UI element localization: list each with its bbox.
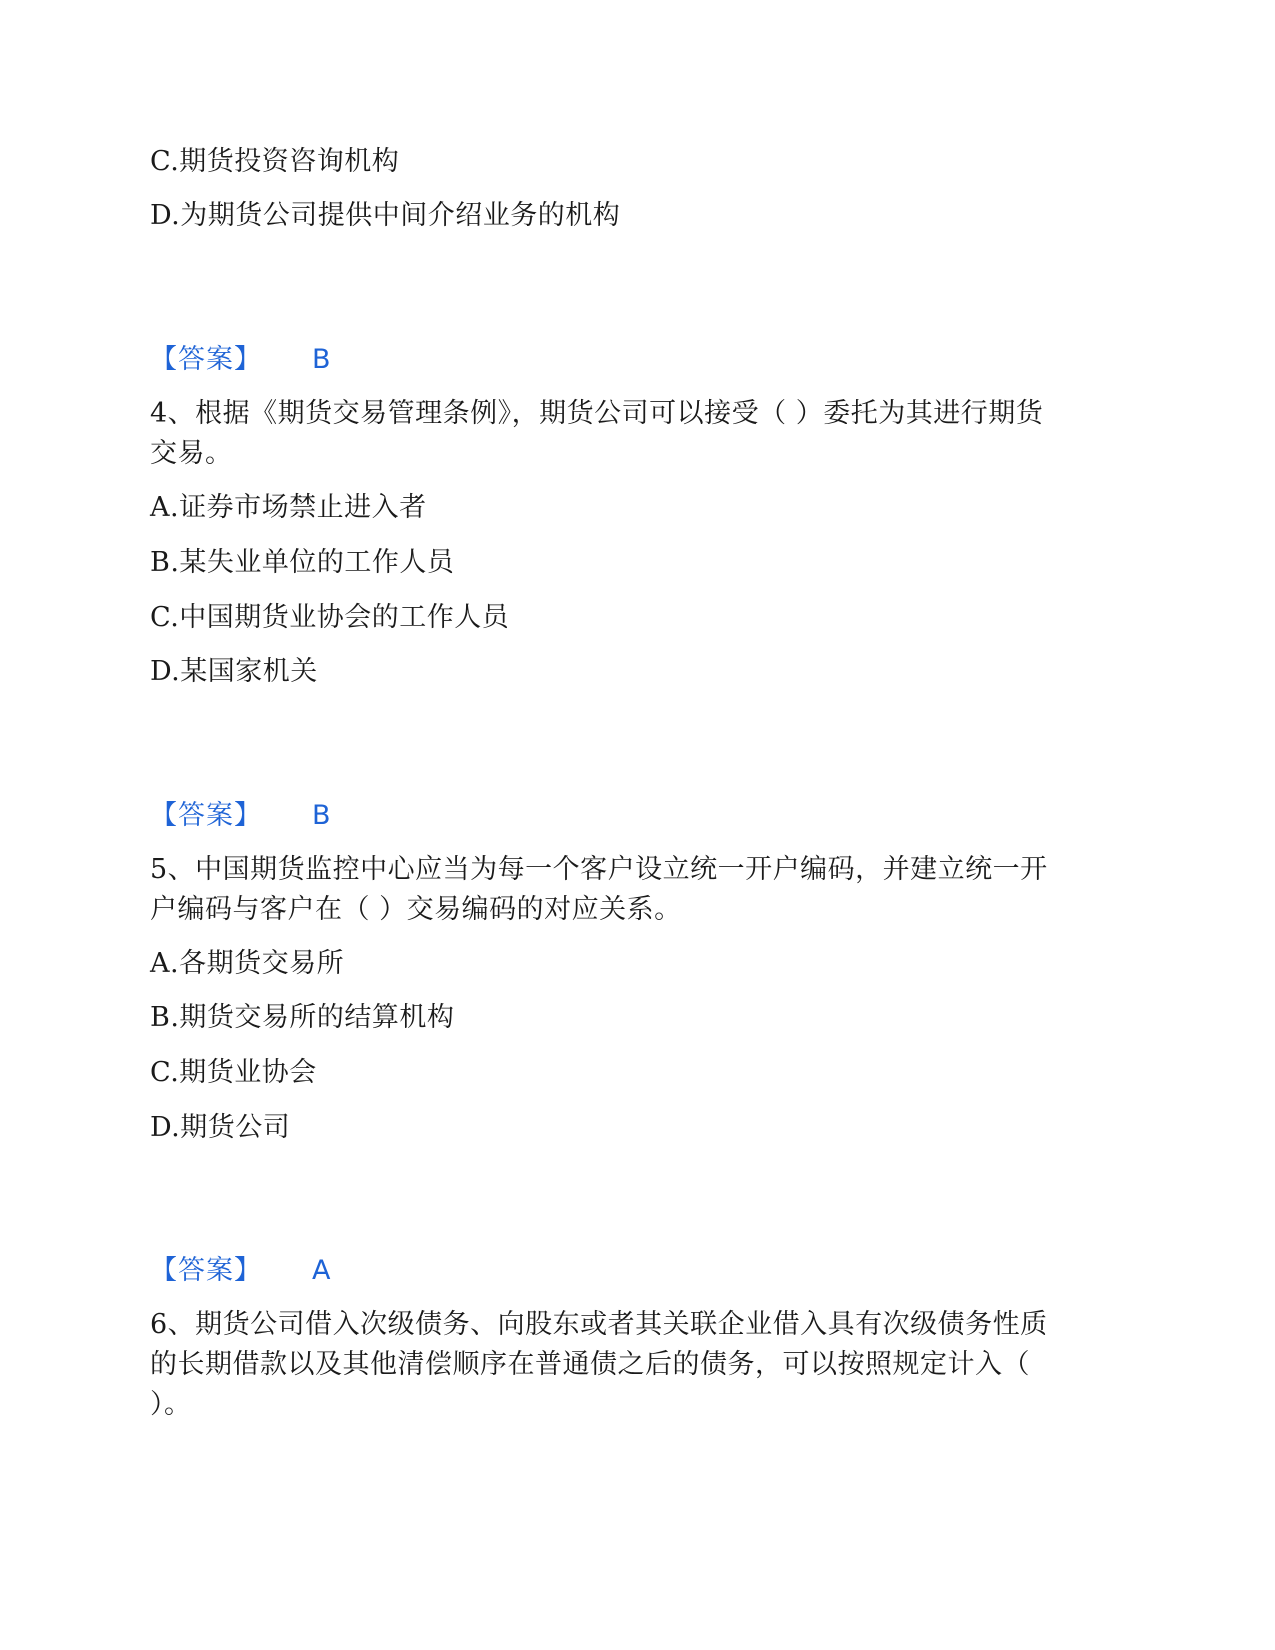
q5-answer — [150, 1251, 330, 1291]
answer-value: B — [312, 344, 331, 375]
q4-stem-line-1: 4、根据《期货交易管理条例》，期货公司可以接受（ ）委托为其进行期货 — [150, 398, 1044, 429]
q5-option-d: D.期货公司 — [150, 1112, 291, 1143]
answer-label: 【答案】 — [150, 1255, 262, 1286]
q6-stem-line-1: 6、期货公司借入次级债务、向股东或者其关联企业借入具有次级债务性质 — [150, 1309, 1048, 1340]
q5-stem-line-1: 5、中国期货监控中心应当为每一个客户设立统一开户编码，并建立统一开 — [150, 854, 1048, 885]
q6-stem-line-3: ）。 — [150, 1389, 192, 1420]
q3-answer — [150, 340, 331, 380]
q3-option-c: C.期货投资咨询机构 — [150, 146, 400, 177]
q5-option-c: C.期货业协会 — [150, 1057, 317, 1088]
q4-option-d: D.某国家机关 — [150, 656, 318, 687]
answer-value: B — [312, 800, 331, 831]
q4-option-a: A.证券市场禁止进入者 — [150, 492, 427, 523]
q6-stem-line-2: 的长期借款以及其他清偿顺序在普通债之后的债务，可以按照规定计入（ — [150, 1349, 1030, 1380]
q5-option-a: A.各期货交易所 — [150, 948, 345, 979]
q4-stem-line-2: 交易。 — [150, 438, 233, 469]
q4-option-c: C.中国期货业协会的工作人员 — [150, 602, 510, 633]
q5-stem-line-2: 户编码与客户在（ ）交易编码的对应关系。 — [150, 894, 682, 925]
q4-option-b: B.某失业单位的工作人员 — [150, 547, 455, 578]
answer-value: A — [312, 1255, 331, 1286]
q3-option-d: D.为期货公司提供中间介绍业务的机构 — [150, 200, 621, 231]
q5-option-b: B.期货交易所的结算机构 — [150, 1002, 455, 1033]
answer-label: 【答案】 — [150, 800, 262, 831]
q4-answer — [150, 796, 331, 836]
answer-label: 【答案】 — [150, 344, 262, 375]
